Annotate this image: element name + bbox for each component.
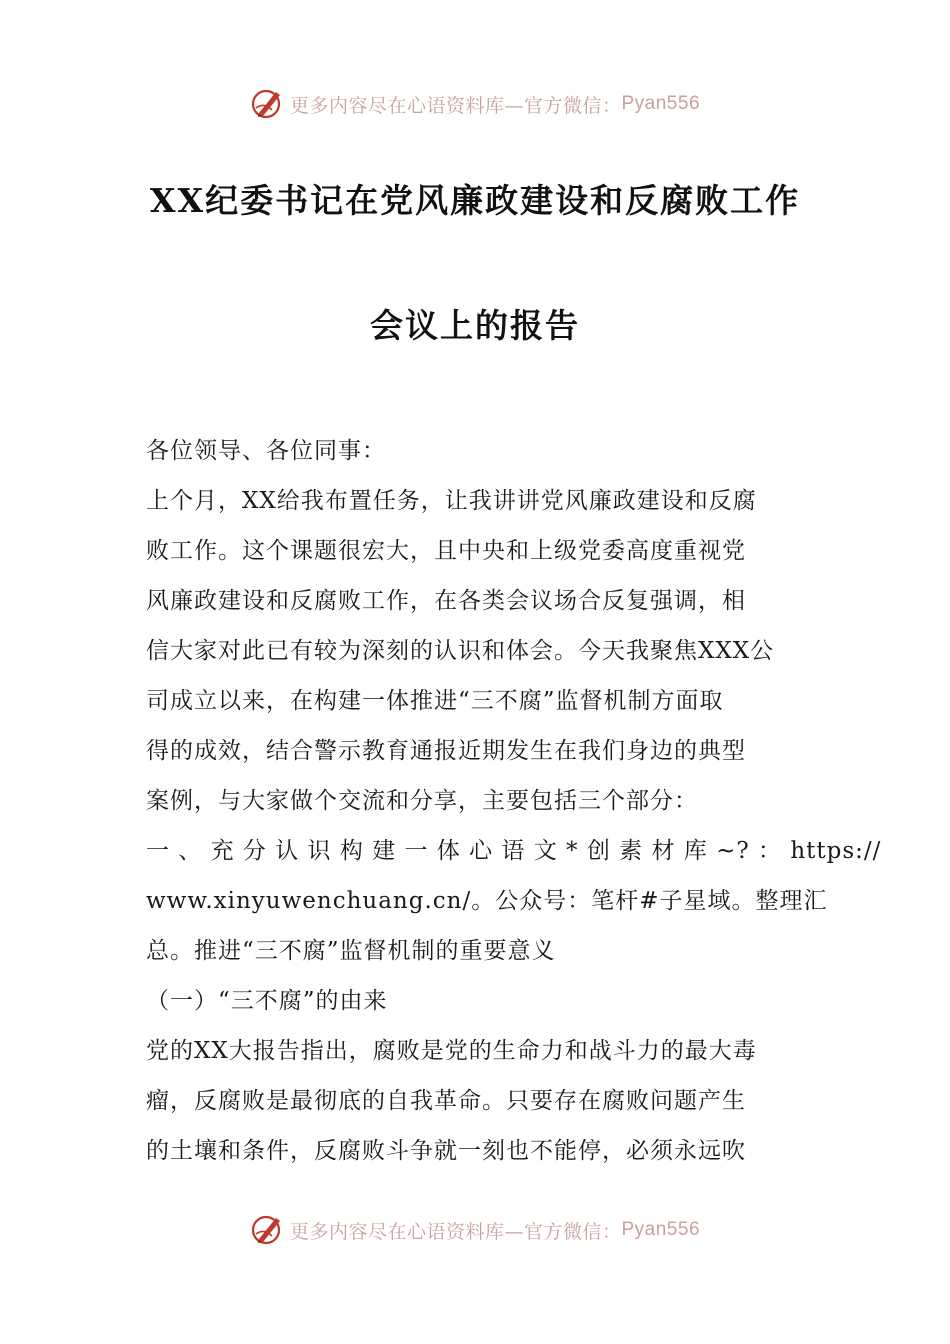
body-line: 风廉政建设和反腐败工作，在各类会议场合反复强调，相	[146, 588, 746, 614]
document-title-line-2: 会议上的报告	[370, 306, 580, 345]
pen-logo-icon	[250, 1212, 286, 1248]
body-line: 信大家对此已有较为深刻的认识和体会。今天我聚焦XXX公	[146, 638, 775, 664]
header-watermark-banner	[0, 82, 950, 126]
banner-text: 更多内容尽在心语资料库—官方微信：	[289, 1220, 622, 1243]
body-line: www.xinyuwenchuang.cn/。公众号：笔杆#子星域。整理汇	[146, 888, 828, 914]
document-body	[146, 426, 882, 1176]
body-line: 案例，与大家做个交流和分享，主要包括三个部分：	[146, 788, 698, 814]
body-line: （一）“三不腐”的由来	[146, 988, 388, 1014]
body-line: 的土壤和条件，反腐败斗争就一刻也不能停，必须永远吹	[146, 1138, 746, 1164]
body-line: 一 、 充 分 认 识 构 建 一 体 心 语 文 * 创 素 材 库 ~? ： https://	[146, 838, 882, 864]
body-line: 上个月，XX给我布置任务，让我讲讲党风廉政建设和反腐	[146, 488, 757, 514]
footer-watermark-banner	[0, 1208, 950, 1252]
banner-wechat-id: Pyan556	[621, 93, 701, 114]
body-line: 败工作。这个课题很宏大，且中央和上级党委高度重视党	[146, 538, 746, 564]
body-line: 得的成效，结合警示教育通报近期发生在我们身边的典型	[146, 738, 746, 764]
body-line: 党的XX大报告指出，腐败是党的生命力和战斗力的最大毒	[146, 1038, 757, 1064]
banner-text: 更多内容尽在心语资料库—官方微信：	[289, 94, 622, 117]
body-line: 瘤，反腐败是最彻底的自我革命。只要存在腐败问题产生	[146, 1088, 746, 1114]
document-title-line-1: XX纪委书记在党风廉政建设和反腐败工作	[149, 181, 801, 220]
pen-logo-icon	[250, 86, 286, 122]
body-line: 司成立以来，在构建一体推进“三不腐”监督机制方面取	[146, 688, 724, 714]
body-line: 各位领导、各位同事：	[146, 438, 386, 464]
body-line: 总。推进“三不腐”监督机制的重要意义	[146, 938, 556, 964]
banner-wechat-id: Pyan556	[621, 1219, 701, 1240]
